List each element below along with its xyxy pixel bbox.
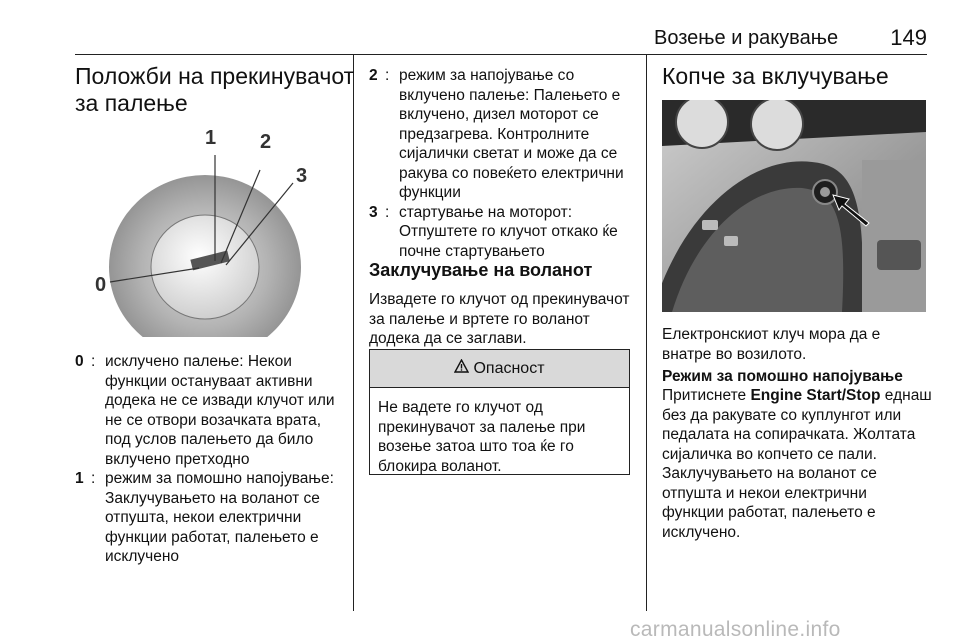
legend-item-1: [75, 469, 345, 567]
steering-lock-paragraph: Извадете го клучот од прекинувачот за палење и вртете го воланот додека да се заглави.: [369, 291, 630, 347]
start-stop-button-photo: [662, 100, 926, 312]
gauge-center: [751, 100, 803, 150]
power-button-heading: Копче за вклучување: [662, 63, 889, 89]
legend-item-0: [75, 352, 345, 469]
legend-num: 0: [75, 353, 84, 370]
header-rule: [75, 54, 927, 55]
danger-warning-box: [369, 349, 630, 475]
legend-item-3: [369, 203, 635, 262]
legend-colon: :: [385, 67, 390, 84]
label-1: 1: [205, 127, 217, 149]
legend-text: стартување на моторот: Отпуштете го клучот откако ќе почне стартувањето: [399, 203, 618, 260]
engine-start-stop-label: Engine Start/Stop: [750, 387, 881, 404]
page-number: 149: [890, 25, 927, 50]
column-divider-2: [646, 55, 647, 611]
warning-text: Не вадете го клучот од прекинувачот за палење при возење затоа што тоа ќе го блокира воланот.: [378, 399, 586, 475]
wheel-control-button: [702, 220, 718, 230]
legend-text: режим за напојување со вклучено палење: Палењето е вклучено, дизел моторот се предзагрева. Контролните сијалички светат и може да се ракува со повеќето електрични функции: [399, 67, 624, 201]
legend-text: исклучено палење: Некои функции остануваат активни додека не се извади клучот или не се отвори возачката врата, под услов палењето да било вклучено претходно: [105, 353, 335, 468]
warning-title: Опасност: [473, 359, 545, 377]
ignition-legend-col2: [369, 66, 635, 261]
label-2: 2: [260, 131, 272, 153]
electronic-key-intro: Електронскиот клуч мора да е внатре во возилото.: [662, 326, 881, 363]
ignition-heading-line-1: Положби на прекинувачот: [75, 63, 355, 89]
legend-colon: :: [91, 470, 96, 487]
legend-text: режим за помошно напојување: Заклучувањето на воланот се отпушта, некои електрични функции работат, палењето е исклучено: [105, 470, 334, 565]
console-panel: [877, 240, 921, 270]
watermark: carmanualsonline.info: [630, 618, 841, 641]
ignition-heading-line-2: за палење: [75, 90, 188, 116]
ignition-heading: [75, 63, 354, 117]
legend-num: 2: [369, 67, 378, 84]
center-console: [862, 160, 926, 312]
ignition-legend-col1: [75, 352, 345, 567]
steering-lock-heading: Заклучување на воланот: [369, 260, 593, 280]
legend-num: 3: [369, 203, 378, 221]
legend-colon: :: [91, 353, 96, 370]
gauge-left: [676, 100, 728, 148]
mode-text-prefix: Притиснете: [662, 387, 751, 404]
legend-item-2: [369, 66, 635, 203]
warning-header: [370, 350, 629, 388]
ignition-switch-figure: [75, 125, 338, 337]
label-0: 0: [95, 274, 107, 296]
column-divider-1: [353, 55, 354, 611]
running-header: Возење и ракување: [654, 27, 839, 49]
accessory-mode-text: [662, 386, 932, 542]
label-3: 3: [296, 165, 308, 187]
wheel-control-button: [724, 236, 738, 246]
warning-triangle-icon: [454, 359, 469, 378]
button-indicator: [820, 187, 830, 197]
legend-colon: :: [385, 203, 390, 221]
mode-text-suffix: еднаш без да ракувате со куплунгот или педалата на сопирачката. Жолтата сијаличка во копчето се пали. Заклучувањето на воланот се отпушта и некои електрични функции работат, палењето е исклучено.: [662, 387, 932, 541]
legend-num: 1: [75, 470, 84, 487]
accessory-mode-heading: Режим за помошно напојување: [662, 368, 903, 385]
